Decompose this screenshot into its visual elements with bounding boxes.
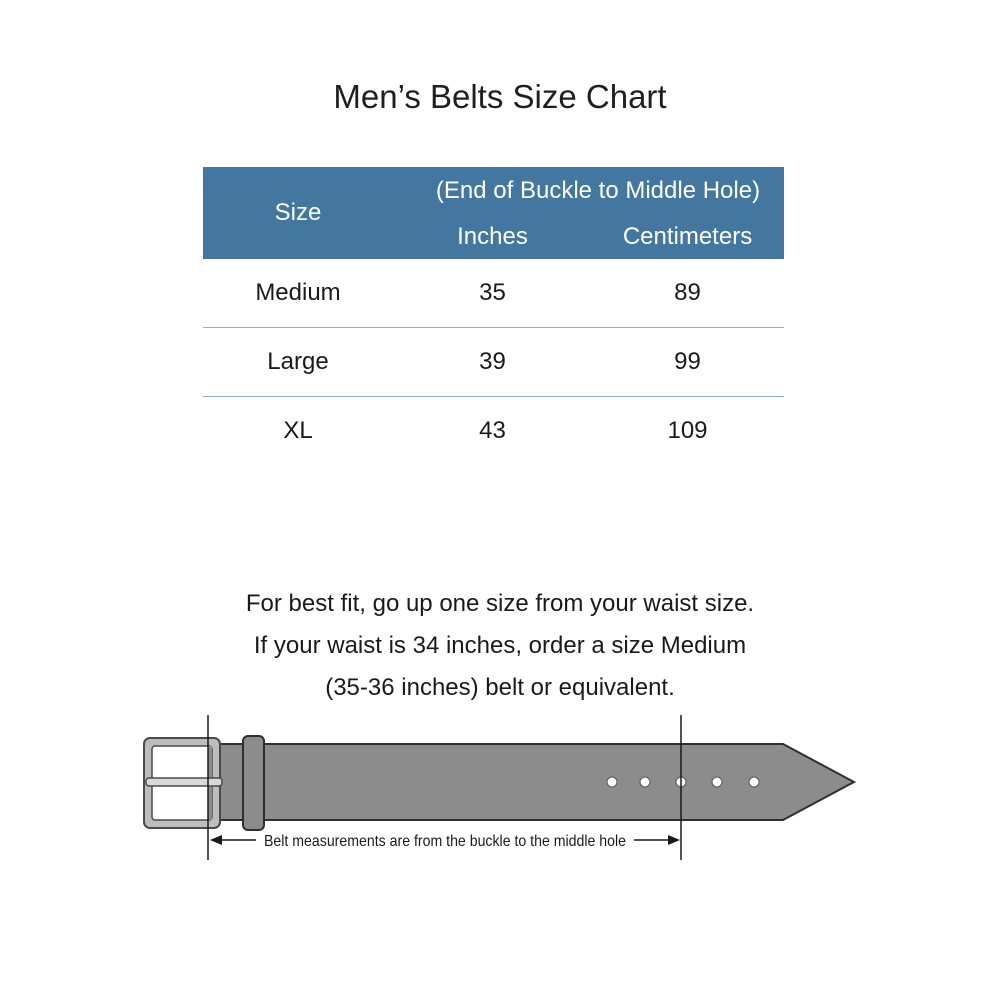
belt-hole xyxy=(607,777,617,787)
fit-note xyxy=(0,583,1000,709)
cell-size: Large xyxy=(267,348,329,375)
cell-centimeters: 109 xyxy=(667,417,708,444)
cell-centimeters: 99 xyxy=(674,348,701,375)
belt-hole xyxy=(749,777,759,787)
belt-hole xyxy=(640,777,650,787)
arrow-right-head-icon xyxy=(668,835,680,845)
cell-inches: 35 xyxy=(479,279,506,306)
cell-centimeters: 89 xyxy=(674,279,701,306)
belt-measure-caption: Belt measurements are from the buckle to the middle hole xyxy=(264,833,627,850)
page-title: Men’s Belts Size Chart xyxy=(333,78,667,115)
belt-diagram xyxy=(0,700,1000,880)
cell-inches: 39 xyxy=(479,348,506,375)
header-inches: Inches xyxy=(457,223,528,250)
table-header xyxy=(203,167,784,259)
size-chart-table xyxy=(203,167,784,465)
table-body xyxy=(203,259,784,465)
fit-note-line: (35-36 inches) belt or equivalent. xyxy=(325,674,675,701)
belt-keeper-icon xyxy=(243,736,264,830)
cell-inches: 43 xyxy=(479,417,506,444)
cell-size: Medium xyxy=(255,279,341,306)
fit-note-line: For best fit, go up one size from your waist size. xyxy=(245,590,755,617)
belt-hole xyxy=(712,777,722,787)
buckle-prong-icon xyxy=(146,778,222,786)
table-row xyxy=(203,328,784,397)
header-measurement: (End of Buckle to Middle Hole) xyxy=(435,177,761,204)
table-row xyxy=(203,259,784,328)
header-centimeters: Centimeters xyxy=(622,223,753,250)
header-size: Size xyxy=(274,199,322,226)
table-row xyxy=(203,397,784,465)
arrow-left-head-icon xyxy=(210,835,222,845)
cell-size: XL xyxy=(283,417,313,444)
fit-note-line: If your waist is 34 inches, order a size Medium xyxy=(253,632,747,659)
